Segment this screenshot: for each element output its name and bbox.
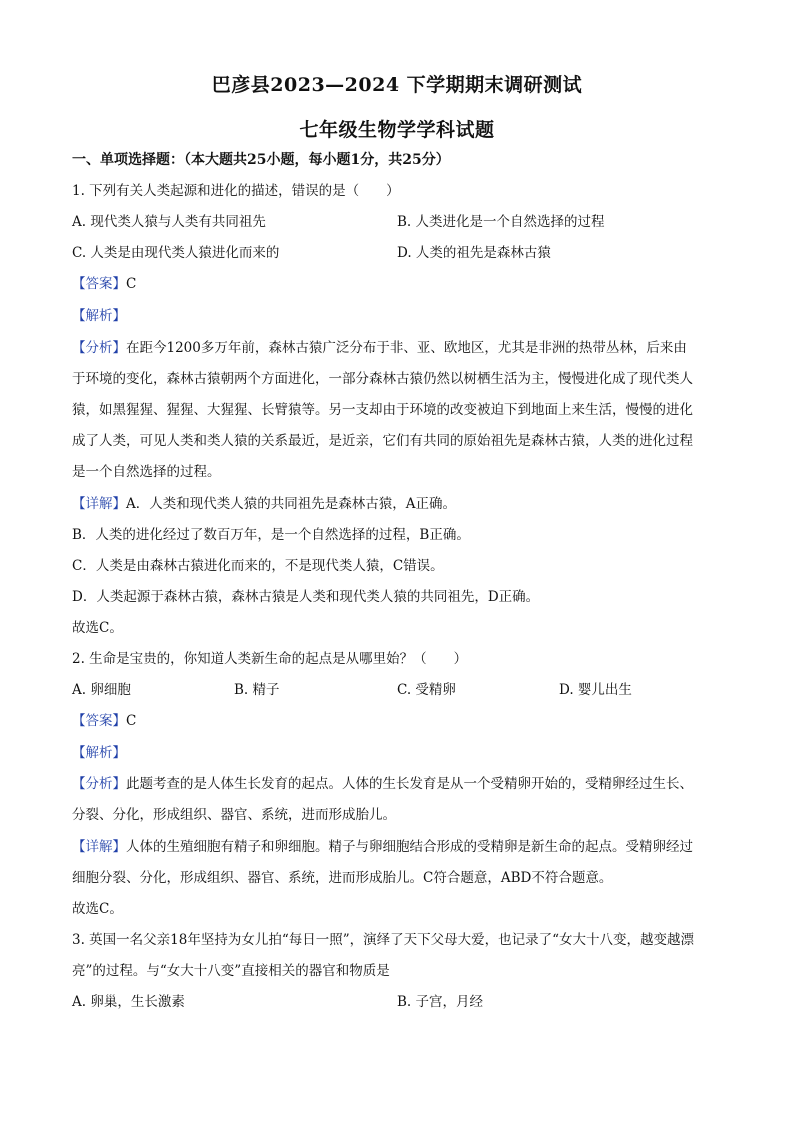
- q1-fenxi-line-3: 猿，如黑猩猩、猩猩、大猩猩、长臂猿等。另一支却由于环境的改变被迫下到地面上来生活，慢慢的进化: [72, 402, 693, 418]
- answer-tag: 【答案】: [72, 276, 126, 292]
- xiangjie-tag: 【详解】: [72, 839, 126, 855]
- xiangjie-text: 人体的生殖细胞有精子和卵细胞。精子与卵细胞结合形成的受精卵是新生命的起点。受精卵经过: [126, 839, 693, 855]
- q2-xiangjie-line-1: [72, 838, 693, 856]
- q2-analysis-tag: 【解析】: [72, 745, 126, 761]
- q3-option-a: A. 卵巢，生长激素: [72, 994, 185, 1010]
- q2-fenxi-line-1: [72, 775, 693, 793]
- q2-xiangjie-line-2: 细胞分裂、分化，形成组织、器官、系统，进而形成胎儿。C符合题意，ABD不符合题意。: [72, 870, 613, 886]
- xiangjie-text: A．人类和现代类人猿的共同祖先是森林古猿，A正确。: [126, 496, 456, 512]
- q1-conclusion: 故选C。: [72, 620, 123, 636]
- q1-xiangjie-line-3: C．人类是由森林古猿进化而来的，不是现代类人猿，C错误。: [72, 558, 444, 574]
- question-3-stem-line-2: 亮”的过程。与“女大十八变”直接相关的器官和物质是: [72, 963, 390, 979]
- q1-option-d: D. 人类的祖先是森林古猿: [397, 245, 551, 261]
- q1-option-c: C. 人类是由现代类人猿进化而来的: [72, 245, 280, 261]
- q2-option-a: A. 卵细胞: [72, 682, 131, 698]
- exam-title: 巴彦县2023—2024 下学期期末调研测试: [211, 74, 583, 96]
- question-1-stem: 1. 下列有关人类起源和进化的描述，错误的是（ ）: [72, 183, 400, 199]
- fenxi-text: 在距今1200多万年前，森林古猿广泛分布于非、亚、欧地区，尤其是非洲的热带丛林，后来由: [126, 340, 687, 356]
- fenxi-tag: 【分析】: [72, 776, 126, 792]
- q2-option-b: B. 精子: [234, 682, 280, 698]
- q1-fenxi-line-1: [72, 339, 687, 357]
- question-3-stem-line-1: 3. 英国一名父亲18年坚持为女儿拍“每日一照”，演绎了天下父母大爱，也记录了“女大十八变，越变越漂: [72, 932, 695, 948]
- q2-fenxi-line-2: 分裂、分化，形成组织、器官、系统，进而形成胎儿。: [72, 807, 396, 823]
- answer-tag: 【答案】: [72, 713, 126, 729]
- q1-fenxi-line-4: 成了人类，可见人类和类人猿的关系最近，是近亲，它们有共同的原始祖先是森林古猿，人类的进化过程: [72, 433, 693, 449]
- q1-fenxi-line-5: 是一个自然选择的过程。: [72, 464, 221, 480]
- q2-option-d: D. 婴儿出生: [559, 682, 632, 698]
- fenxi-tag: 【分析】: [72, 340, 126, 356]
- answer-value: C: [126, 276, 137, 292]
- q1-fenxi-line-2: 于环境的变化，森林古猿朝两个方面进化，一部分森林古猿仍然以树栖生活为主，慢慢进化成了现代类人: [72, 371, 693, 387]
- fenxi-text: 此题考查的是人体生长发育的起点。人体的生长发育是从一个受精卵开始的，受精卵经过生长、: [126, 776, 693, 792]
- question-2-stem: 2. 生命是宝贵的，你知道人类新生命的起点是从哪里始？（ ）: [72, 651, 468, 667]
- q2-option-c: C. 受精卵: [397, 682, 456, 698]
- q1-answer: [72, 275, 136, 293]
- q1-xiangjie-line-4: D．人类起源于森林古猿，森林古猿是人类和现代类人猿的共同祖先，D正确。: [72, 589, 540, 605]
- q1-analysis-tag: 【解析】: [72, 308, 126, 324]
- q2-conclusion: 故选C。: [72, 901, 123, 917]
- exam-subtitle: 七年级生物学学科试题: [299, 119, 495, 141]
- q1-xiangjie-line-1: [72, 495, 456, 513]
- q1-xiangjie-line-2: B．人类的进化经过了数百万年，是一个自然选择的过程，B正确。: [72, 527, 470, 543]
- section-heading: 一、单项选择题：（本大题共25小题，每小题1分，共25分）: [72, 152, 450, 168]
- q2-answer: [72, 712, 136, 730]
- q1-option-a: A. 现代类人猿与人类有共同祖先: [72, 214, 266, 230]
- q1-option-b: B. 人类进化是一个自然选择的过程: [397, 214, 605, 230]
- q3-option-b: B. 子宫，月经: [397, 994, 484, 1010]
- xiangjie-tag: 【详解】: [72, 496, 126, 512]
- answer-value: C: [126, 713, 137, 729]
